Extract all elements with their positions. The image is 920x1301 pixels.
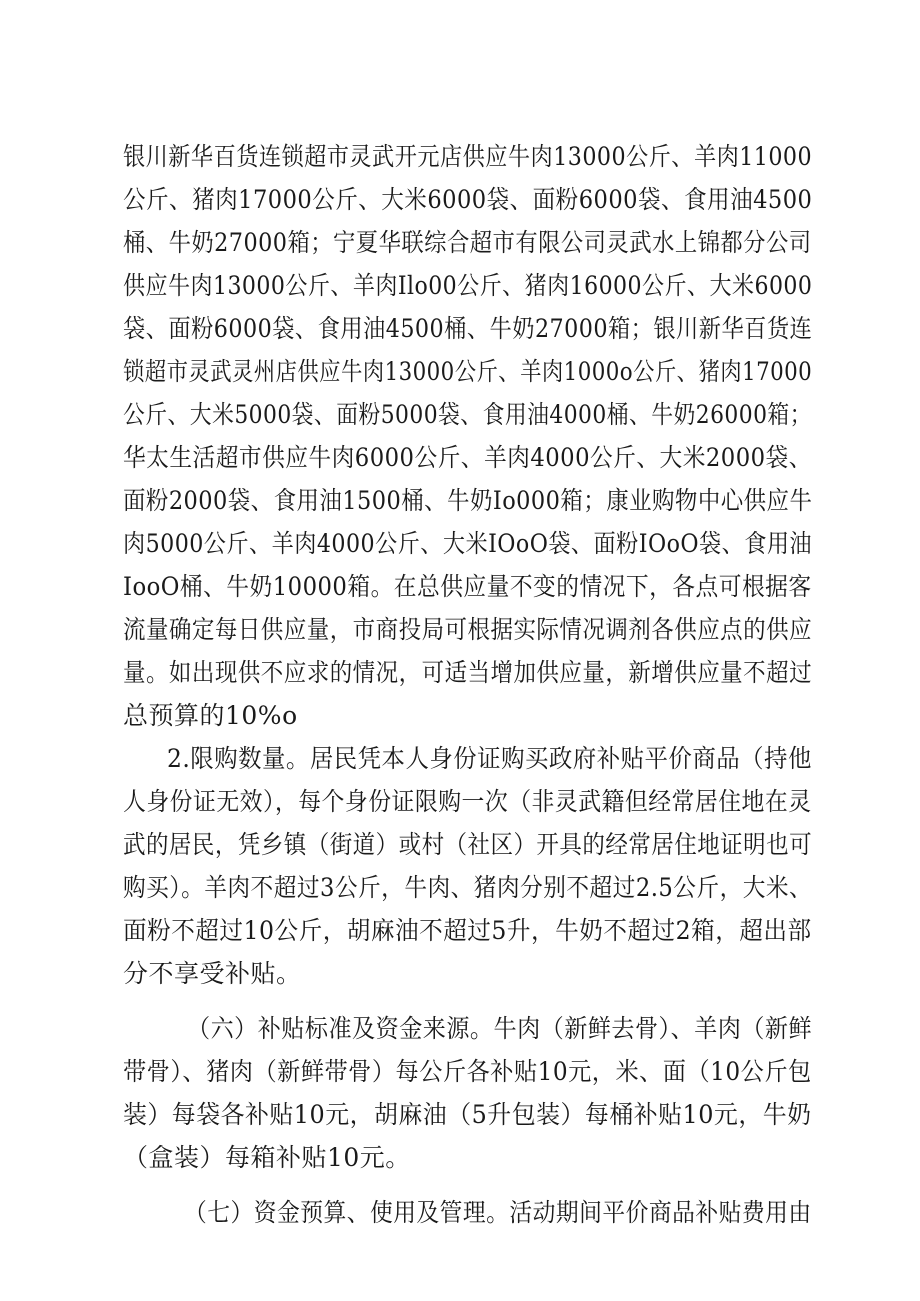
text-line: 带骨）、猪肉（新鲜带骨）每公斤各补贴10元，米、面（10公斤包 (123, 1057, 812, 1086)
text-line: 装）每袋各补贴10元，胡麻油（5升包装）每桶补贴10元，牛奶 (123, 1100, 812, 1129)
text-line: 锁超市灵武灵州店供应牛肉13000公斤、羊肉1000o公斤、猪肉17000 (123, 357, 813, 386)
text-line: 武的居民，凭乡镇（街道）或村（社区）开具的经常居住地证明也可 (123, 830, 813, 859)
text-line: 总预算的10%o (123, 701, 298, 730)
text-line: 公斤、大米5000袋、面粉5000袋、食用油4000桶、牛奶26000箱； (123, 400, 812, 429)
text-line: （七）资金预算、使用及管理。活动期间平价商品补贴费用由 (184, 1198, 812, 1227)
text-line: 桶、牛奶27000箱；宁夏华联综合超市有限公司灵武水上锦都分公司 (123, 228, 812, 257)
text-line: 2.限购数量。居民凭本人身份证购买政府补贴平价商品（持他 (167, 744, 812, 773)
text-line: 流量确定每日供应量，市商投局可根据实际情况调剂各供应点的供应 (123, 615, 813, 644)
text-line: 分不享受补贴。 (123, 959, 302, 988)
text-line: IooO桶、牛奶10000箱。在总供应量不变的情况下，各点可根据客 (123, 572, 812, 601)
text-line: 肉5000公斤、羊肉4000公斤、大米IOoO袋、面粉IOoO袋、食用油 (123, 529, 813, 558)
text-line: 公斤、猪肉17000公斤、大米6000袋、面粉6000袋、食用油4500 (123, 185, 813, 214)
text-line: 袋、面粉6000袋、食用油4500桶、牛奶27000箱；银川新华百货连 (123, 314, 813, 343)
text-line: 量。如出现供不应求的情况，可适当增加供应量，新增供应量不超过 (123, 658, 813, 687)
text-line: 面粉2000袋、食用油1500桶、牛奶Io000箱；康业购物中心供应牛 (123, 486, 813, 515)
text-line: 人身份证无效），每个身份证限购一次（非灵武籍但经常居住地在灵 (123, 787, 812, 816)
text-line: 购买）。羊肉不超过3公斤，牛肉、猪肉分别不超过2.5公斤，大米、 (123, 873, 813, 902)
text-line: 华太生活超市供应牛肉6000公斤、羊肉4000公斤、大米2000袋、 (123, 443, 812, 472)
text-line: （六）补贴标准及资金来源。牛肉（新鲜去骨）、羊肉（新鲜 (187, 1014, 813, 1043)
text-line: 银川新华百货连锁超市灵武开元店供应牛肉13000公斤、羊肉11000 (123, 142, 813, 171)
text-line: 供应牛肉13000公斤、羊肉Ilo00公斤、猪肉16000公斤、大米6000 (123, 271, 813, 300)
text-line: （盒装）每箱补贴10元。 (123, 1143, 411, 1172)
text-line: 面粉不超过10公斤，胡麻油不超过5升，牛奶不超过2箱，超出部 (123, 916, 812, 945)
